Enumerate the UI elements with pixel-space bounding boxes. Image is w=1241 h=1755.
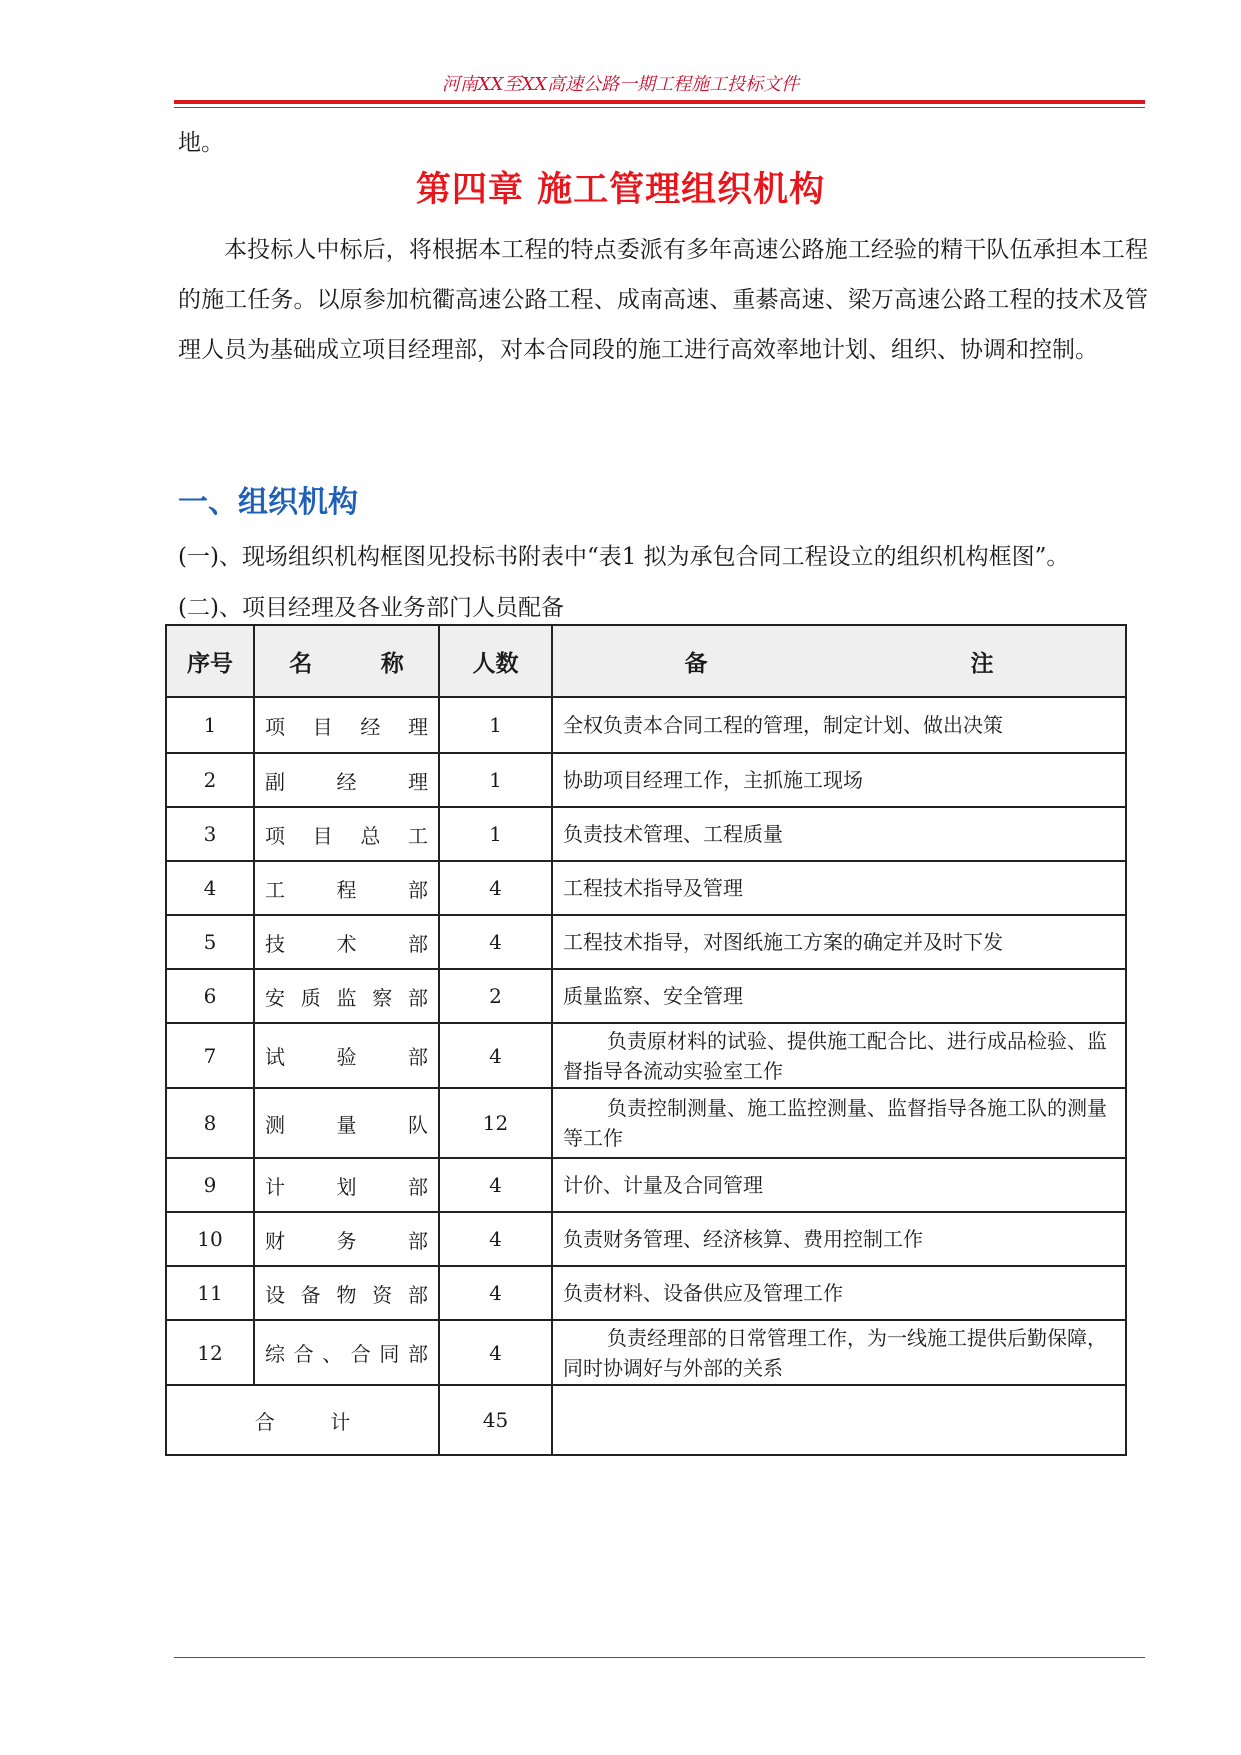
cell-note: 质量监察、安全管理 (552, 969, 1126, 1023)
cell-name-char: 部 (408, 877, 428, 902)
total-count: 45 (439, 1385, 552, 1455)
sub-item-org-chart: (一)、现场组织机构框图见投标书附表中“表1 拟为承包合同工程设立的组织机构框图”。 (178, 544, 1070, 570)
document-header-title: 河南XX至XX高速公路一期工程施工投标文件 (441, 74, 800, 95)
cell-count: 1 (439, 753, 552, 807)
cell-no: 11 (166, 1266, 254, 1320)
header-name-char: 名 (289, 649, 313, 677)
cell-name-char: 部 (408, 1174, 428, 1199)
cell-note: 负责材料、设备供应及管理工作 (552, 1266, 1126, 1320)
cell-name-char: 理 (407, 714, 428, 739)
cell-no: 5 (166, 915, 254, 969)
cell-note: 协助项目经理工作，主抓施工现场 (552, 753, 1126, 807)
cell-name-char: 目 (312, 823, 333, 848)
cell-name-char: 理 (408, 769, 428, 794)
total-label-cell (166, 1385, 439, 1455)
cell-name-char: 资 (372, 1282, 393, 1307)
cell-name (254, 1088, 439, 1158)
table-row (166, 1088, 1126, 1158)
table-row (166, 1023, 1126, 1088)
cell-no: 8 (166, 1088, 254, 1158)
cell-name (254, 807, 439, 861)
cell-name-char: 队 (408, 1112, 428, 1137)
table-row (166, 1158, 1126, 1212)
cell-name-char: 计 (265, 1174, 285, 1199)
cell-name (254, 1266, 439, 1320)
staffing-table (165, 624, 1127, 1456)
cell-name-char: 合 (293, 1342, 314, 1366)
cell-name-char: 部 (408, 1282, 428, 1307)
cell-name-char: 经 (360, 714, 381, 739)
header-name (254, 625, 439, 697)
cell-count: 4 (439, 915, 552, 969)
chapter-title: 第四章 施工管理组织机构 (415, 169, 826, 210)
cell-name-char: 合 (350, 1342, 371, 1366)
cell-name-char: 质 (300, 985, 321, 1010)
cell-note: 负责原材料的试验、提供施工配合比、进行成品检验、监督指导各流动实验室工作 (552, 1023, 1126, 1088)
table-row (166, 1212, 1126, 1266)
cell-name-char: 工 (407, 823, 428, 848)
cell-name (254, 1320, 439, 1385)
cell-count: 4 (439, 1320, 552, 1385)
cell-name (254, 1023, 439, 1088)
header-divider (174, 100, 1145, 104)
cell-note: 负责技术管理、工程质量 (552, 807, 1126, 861)
cell-name-char: 同 (379, 1342, 400, 1366)
cell-name-char: 务 (336, 1228, 357, 1253)
cell-count: 4 (439, 1158, 552, 1212)
cell-name-char: 财 (265, 1228, 285, 1253)
cell-name (254, 1158, 439, 1212)
cell-no: 1 (166, 697, 254, 753)
cell-name-char: 部 (408, 931, 428, 956)
cell-name-char: 技 (265, 931, 285, 956)
table-header-row (166, 625, 1126, 697)
header-name-char: 称 (380, 649, 404, 677)
cell-name-char: 验 (336, 1045, 357, 1069)
cell-name-char: 划 (336, 1174, 357, 1199)
cell-name-char: 目 (312, 714, 333, 739)
intro-paragraph: 本投标人中标后，将根据本工程的特点委派有多年高速公路施工经验的精干队伍承担本工程的施工任务。以原参加杭衢高速公路工程、成南高速、重綦高速、梁万高速公路工程的技术及管理人员为基础成立项目经理部，对本合同段的施工进行高效率地计划、组织、协调和控制。 (178, 237, 1148, 363)
cell-name-char: 安 (265, 985, 285, 1010)
cell-name-char: 备 (300, 1282, 321, 1307)
cell-name-char: 项 (265, 714, 285, 739)
cell-name-char: 部 (407, 1342, 428, 1366)
header-divider-thin (174, 107, 1145, 108)
cell-name-char: 工 (265, 877, 285, 902)
cell-name-char: 试 (265, 1045, 285, 1069)
cell-count: 4 (439, 1212, 552, 1266)
cell-name-char: 术 (336, 931, 357, 956)
cell-no: 4 (166, 861, 254, 915)
cell-count: 1 (439, 807, 552, 861)
table-row (166, 697, 1126, 753)
table-row (166, 753, 1126, 807)
cell-name-char: 、 (322, 1342, 343, 1366)
cell-note: 负责财务管理、经济核算、费用控制工作 (552, 1212, 1126, 1266)
cell-no: 12 (166, 1320, 254, 1385)
table-total-row (166, 1385, 1126, 1455)
table-body (166, 697, 1126, 1455)
cell-name-char: 量 (336, 1112, 357, 1137)
header-note (552, 625, 1126, 697)
header-count: 人数 (439, 625, 552, 697)
cell-name (254, 969, 439, 1023)
cell-count: 4 (439, 1023, 552, 1088)
table-row (166, 1266, 1126, 1320)
table-row (166, 969, 1126, 1023)
continued-text-fragment: 地。 (178, 130, 224, 156)
cell-note: 负责控制测量、施工监控测量、监督指导各施工队的测量等工作 (552, 1088, 1126, 1158)
cell-name (254, 861, 439, 915)
table-row (166, 861, 1126, 915)
total-note (552, 1385, 1126, 1455)
cell-no: 2 (166, 753, 254, 807)
cell-no: 7 (166, 1023, 254, 1088)
header-note-char: 注 (970, 649, 994, 677)
cell-name-char: 测 (265, 1112, 285, 1137)
cell-no: 3 (166, 807, 254, 861)
cell-name-char: 部 (408, 985, 428, 1010)
table-row (166, 1320, 1126, 1385)
sub-item-staffing: (二)、项目经理及各业务部门人员配备 (178, 595, 564, 621)
cell-name (254, 697, 439, 753)
cell-name-char: 物 (336, 1282, 357, 1307)
cell-no: 9 (166, 1158, 254, 1212)
cell-name-char: 经 (336, 769, 357, 794)
cell-name-char: 综 (265, 1342, 285, 1366)
cell-count: 1 (439, 697, 552, 753)
cell-note: 工程技术指导，对图纸施工方案的确定并及时下发 (552, 915, 1126, 969)
cell-name-char: 察 (372, 985, 393, 1010)
cell-count: 4 (439, 861, 552, 915)
cell-note: 计价、计量及合同管理 (552, 1158, 1126, 1212)
table-row (166, 915, 1126, 969)
cell-note: 负责经理部的日常管理工作，为一线施工提供后勤保障，同时协调好与外部的关系 (552, 1320, 1126, 1385)
cell-name-char: 总 (360, 823, 381, 848)
cell-name-char: 监 (336, 985, 357, 1010)
cell-name (254, 1212, 439, 1266)
cell-name (254, 915, 439, 969)
header-note-char: 备 (684, 649, 708, 677)
cell-name-char: 设 (265, 1282, 285, 1307)
cell-count: 12 (439, 1088, 552, 1158)
total-label-char: 计 (330, 1409, 351, 1434)
cell-name-char: 副 (265, 769, 285, 794)
cell-name-char: 程 (336, 877, 357, 902)
footer-divider (174, 1657, 1145, 1658)
cell-no: 6 (166, 969, 254, 1023)
cell-name-char: 部 (408, 1228, 428, 1253)
cell-no: 10 (166, 1212, 254, 1266)
section-title: 一、组织机构 (178, 485, 358, 520)
cell-name-char: 部 (408, 1045, 428, 1069)
cell-name (254, 753, 439, 807)
cell-count: 4 (439, 1266, 552, 1320)
total-label-char: 合 (254, 1409, 275, 1434)
cell-count: 2 (439, 969, 552, 1023)
cell-note: 全权负责本合同工程的管理，制定计划、做出决策 (552, 697, 1126, 753)
cell-note: 工程技术指导及管理 (552, 861, 1126, 915)
table-row (166, 807, 1126, 861)
header-no: 序号 (166, 625, 254, 697)
cell-name-char: 项 (265, 823, 285, 848)
